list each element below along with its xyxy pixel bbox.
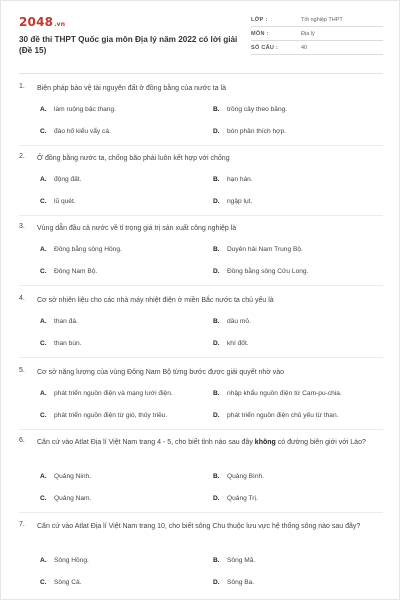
question-number: 5. [19, 367, 25, 374]
option-letter: A. [40, 473, 47, 480]
option-text: Sông Cả. [54, 579, 82, 586]
option-text: lũ quét. [54, 198, 76, 205]
option-text: dầu mỏ. [227, 318, 251, 325]
option-letter: A. [40, 390, 47, 397]
option-text: động đất. [54, 176, 82, 183]
option-text: Quảng Nam. [54, 495, 92, 502]
meta-key: MÔN : [251, 31, 269, 37]
logo-suffix: .vn [54, 21, 66, 28]
meta-row-subject [251, 27, 383, 41]
option-text: Sông Mã. [227, 557, 256, 564]
question-text: Vùng dẫn đầu cả nước về tỉ trọng giá trị sản xuất công nghiệp là [37, 225, 237, 232]
option-letter: C. [40, 128, 47, 135]
option-text: Quảng Ninh. [54, 473, 92, 480]
site-logo[interactable] [19, 15, 65, 29]
option-letter: C. [40, 268, 47, 275]
option-text: đào hố kiểu vẩy cá. [54, 128, 111, 135]
question-divider [19, 285, 383, 286]
meta-key: SỐ CÂU : [251, 45, 279, 51]
option-text: khí đốt. [227, 340, 249, 347]
option-text: làm ruộng bậc thang. [54, 106, 116, 113]
option-text: Đông Nam Bộ. [54, 268, 98, 275]
option-letter: D. [213, 579, 220, 586]
option-text: hạn hán. [227, 176, 253, 183]
option-letter: B. [213, 557, 220, 564]
question-number: 3. [19, 223, 25, 230]
document-header [19, 13, 383, 69]
option-letter: C. [40, 495, 47, 502]
question-number: 7. [19, 521, 25, 528]
question-text-part: Căn cứ vào Atlat Địa lí Việt Nam trang 4 - 5, cho biết tỉnh nào sau đây [37, 439, 255, 446]
option-text: trồng cây theo băng. [227, 106, 288, 113]
logo-text: 2048 [19, 15, 54, 29]
option-letter: A. [40, 106, 47, 113]
question-text [37, 437, 367, 448]
question-number: 1. [19, 83, 25, 90]
option-letter: B. [213, 318, 220, 325]
option-text: phát triển nguồn điện chủ yếu từ than. [227, 412, 339, 419]
option-letter: B. [213, 390, 220, 397]
meta-value: 40 [301, 45, 308, 51]
option-letter: A. [40, 176, 47, 183]
option-text: Đồng bằng sông Cửu Long. [227, 268, 309, 275]
question-text-part: có đường biên giới với Lào? [275, 439, 366, 446]
option-letter: D. [213, 268, 220, 275]
question-divider [19, 357, 383, 358]
question-text: Cơ sở nhiên liệu cho các nhà máy nhiệt điện ở miền Bắc nước ta chủ yếu là [37, 297, 274, 304]
option-letter: B. [213, 106, 220, 113]
meta-key: LỚP : [251, 17, 268, 23]
question-divider [19, 512, 383, 513]
option-letter: C. [40, 198, 47, 205]
option-letter: A. [40, 318, 47, 325]
option-letter: D. [213, 340, 220, 347]
option-text: than bùn. [54, 340, 82, 347]
option-letter: C. [40, 412, 47, 419]
option-text: Duyên hải Nam Trung Bộ. [227, 246, 303, 253]
meta-row-count [251, 41, 383, 55]
question-divider [19, 215, 383, 216]
option-letter: D. [213, 128, 220, 135]
option-letter: A. [40, 557, 47, 564]
option-text: phát triển nguồn điện từ gió, thủy triều. [54, 412, 168, 419]
option-letter: A. [40, 246, 47, 253]
option-letter: D. [213, 495, 220, 502]
option-text: Đồng bằng sông Hồng. [54, 246, 122, 253]
option-text: Quảng Trị. [227, 495, 258, 502]
option-text: bón phân thích hợp. [227, 128, 286, 135]
question-number: 2. [19, 153, 25, 160]
meta-row-grade [251, 13, 383, 27]
option-text: ngập lụt. [227, 198, 253, 205]
meta-value: Địa lý [301, 31, 315, 37]
option-letter: C. [40, 579, 47, 586]
question-number: 6. [19, 437, 25, 444]
question-text: Căn cứ vào Atlat Địa lí Việt Nam trang 10, cho biết sông Chu thuộc lưu vực hệ thống sông nào sau đây? [37, 523, 361, 530]
option-text: Sông Hồng. [54, 557, 89, 564]
option-letter: D. [213, 198, 220, 205]
header-divider [19, 73, 383, 74]
option-text: Sông Ba. [227, 579, 255, 586]
question-text: Biện pháp bảo vệ tài nguyên đất ở đồng bằng của nước ta là [37, 85, 227, 92]
question-text: Ở đồng bằng nước ta, chống bão phải luôn kết hợp với chống [37, 155, 230, 162]
question-divider [19, 429, 383, 430]
document-title: 30 đề thi THPT Quốc gia môn Địa lý năm 2022 có lời giải (Đề 15) [19, 35, 238, 55]
option-text: Quảng Bình. [227, 473, 265, 480]
option-text: than đá. [54, 318, 78, 325]
option-letter: C. [40, 340, 47, 347]
option-letter: B. [213, 246, 220, 253]
option-letter: B. [213, 473, 220, 480]
meta-value: Tốt nghiệp THPT [301, 17, 343, 23]
question-text-emphasis: không [254, 439, 276, 446]
meta-table [251, 13, 383, 55]
question-number: 4. [19, 295, 25, 302]
option-letter: B. [213, 176, 220, 183]
question-divider [19, 145, 383, 146]
question-text: Cơ sở năng lượng của vùng Đông Nam Bộ từng bước được giải quyết nhờ vào [37, 369, 285, 376]
option-letter: D. [213, 412, 220, 419]
option-text: phát triển nguồn điện và mạng lưới điện. [54, 390, 173, 397]
option-text: nhập khẩu nguồn điện từ Cam-pu-chia. [227, 390, 342, 397]
